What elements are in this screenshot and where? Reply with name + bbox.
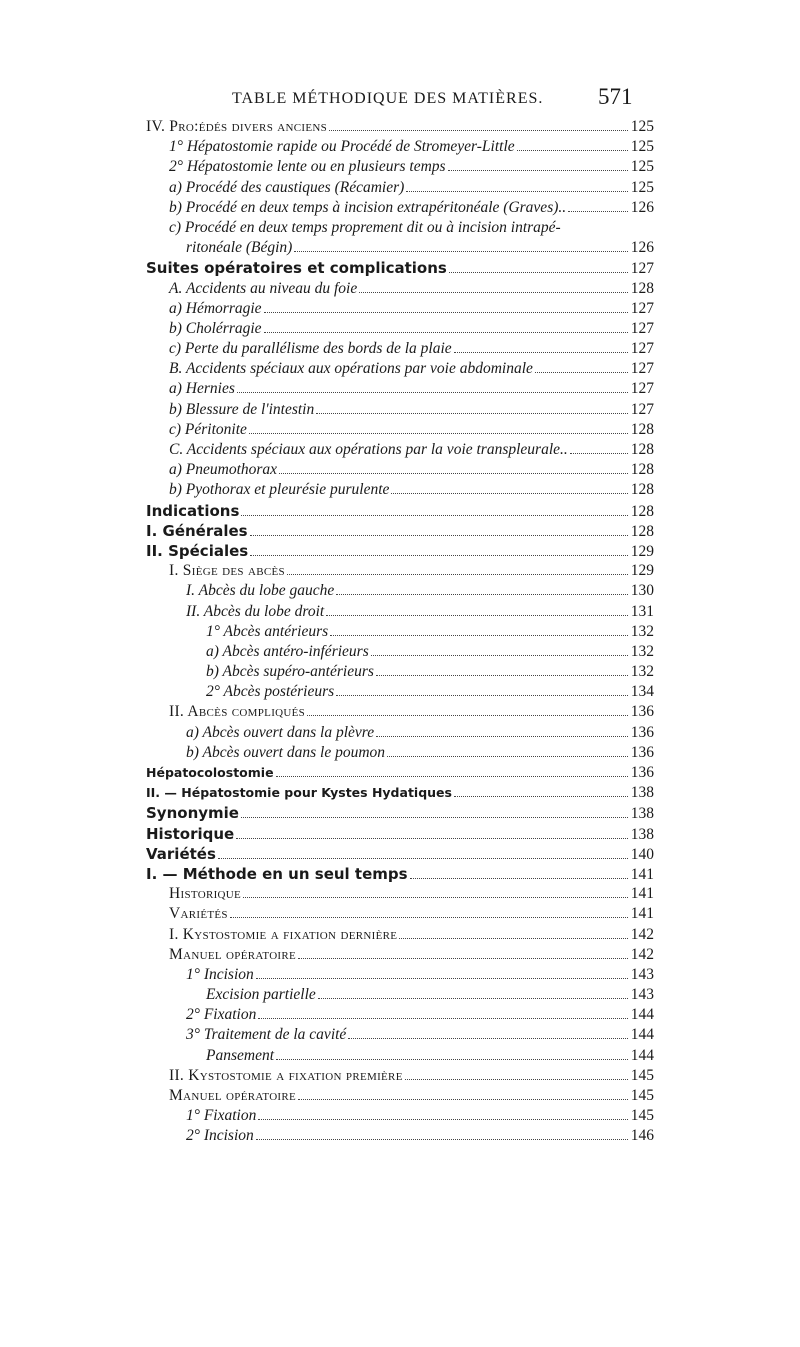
toc-entry-page: 127: [630, 380, 654, 398]
toc-entry: [146, 157, 654, 177]
toc-entry: [146, 1025, 654, 1045]
toc-entry-title: I. Siège des abcès: [169, 562, 285, 580]
toc-entry-title: Synonymie: [146, 804, 239, 823]
dot-leader: [570, 452, 628, 454]
toc-entry-title: 2° Fixation: [186, 1006, 257, 1024]
toc-entry-title: B. Accidents spéciaux aux opérations par voie abdominale: [169, 360, 533, 378]
page-header: [0, 84, 800, 116]
toc-entry: [146, 1106, 654, 1126]
toc-entry-page: 144: [630, 1046, 654, 1064]
toc-entry: [146, 359, 654, 379]
toc-entry-page: 131: [630, 602, 654, 620]
toc-entry: [146, 480, 654, 500]
toc-entry-page: 144: [630, 1006, 654, 1024]
toc-entry-title: C. Accidents spéciaux aux opérations par la voie transpleurale..: [169, 441, 568, 458]
dot-leader: [276, 775, 628, 777]
toc-entry-title: II. Spéciales: [146, 541, 249, 560]
toc-entry: [146, 238, 654, 258]
toc-entry: [146, 581, 654, 601]
dot-leader: [336, 593, 628, 595]
toc-entry-page: 132: [630, 622, 654, 640]
toc-entry-page: 136: [630, 703, 654, 721]
toc-entry-page: 125: [630, 118, 654, 135]
dot-leader: [250, 534, 628, 536]
toc-entry: [146, 501, 654, 521]
toc-entry: [146, 178, 654, 198]
toc-entry-title: Manuel opératoire: [169, 945, 297, 963]
toc-entry-title: II. Kystostomie a fixation première: [169, 1066, 403, 1084]
toc-entry: [146, 440, 654, 460]
toc-entry-page: 130: [630, 582, 654, 600]
toc-entry-page: 129: [630, 542, 654, 560]
dot-leader: [258, 1118, 627, 1120]
toc-entry-page: 127: [630, 340, 654, 358]
dot-leader: [336, 694, 628, 696]
dot-leader: [359, 291, 628, 293]
toc-entry-page: 141: [630, 885, 654, 903]
toc-entry-page: 129: [630, 562, 654, 580]
toc-entry-title: c) Péritonite: [169, 420, 247, 438]
dot-leader: [399, 937, 628, 939]
dot-leader: [454, 351, 628, 353]
toc-entry: [146, 602, 654, 622]
dot-leader: [329, 129, 628, 131]
toc-entry-page: 145: [630, 1087, 654, 1104]
toc-entry: [146, 763, 654, 783]
toc-entry: [146, 1046, 654, 1066]
page-number: 571: [598, 84, 633, 109]
dot-leader: [258, 1017, 627, 1019]
toc-entry-page: 142: [630, 945, 654, 963]
toc-entry: [146, 824, 654, 844]
dot-leader: [241, 816, 628, 818]
toc-entry-page: 127: [630, 299, 654, 317]
toc-entry-page: 126: [630, 198, 654, 216]
dot-leader: [387, 755, 628, 757]
toc-entry-page: 136: [630, 743, 654, 761]
dot-leader: [410, 877, 628, 879]
toc-entry-page: 127: [630, 400, 654, 418]
toc-entry: [146, 985, 654, 1005]
toc-entry-page: 132: [630, 642, 654, 660]
dot-leader: [298, 957, 628, 959]
toc-entry: [146, 723, 654, 743]
toc-entry: [146, 420, 654, 440]
toc-entry-title: c) Procédé en deux temps proprement dit ou à incision intrapé-: [169, 218, 561, 236]
toc-entry-title: a) Hernies: [169, 380, 235, 398]
toc-entry-page: 128: [630, 461, 654, 479]
dot-leader: [406, 190, 627, 192]
dot-leader: [264, 311, 628, 313]
toc-entry: [146, 561, 654, 581]
dot-leader: [218, 857, 628, 859]
toc-entry: [146, 864, 654, 884]
dot-leader: [230, 916, 628, 918]
dot-leader: [448, 169, 628, 171]
toc-entry: [146, 884, 654, 904]
toc-entry-page: 127: [630, 260, 654, 278]
toc-entry-title: a) Hémorragie: [169, 299, 262, 317]
dot-leader: [264, 331, 628, 333]
toc-entry-title: Pansement: [206, 1046, 275, 1064]
dot-leader: [256, 977, 628, 979]
toc-entry: [146, 319, 654, 339]
toc-entry-title: Excision partielle: [206, 986, 316, 1004]
toc-entry-page: 144: [630, 1026, 654, 1044]
dot-leader: [449, 271, 628, 273]
toc-entry-page: 141: [630, 865, 654, 883]
dot-leader: [326, 614, 628, 616]
toc-entry-title: Variétés: [146, 844, 216, 863]
toc-entry-title: I. Abcès du lobe gauche: [186, 582, 335, 600]
toc-entry-title: Hépatocolostomie: [146, 765, 274, 780]
toc-entry-title: c) Perte du parallélisme des bords de la plaie: [169, 340, 452, 358]
toc-entry-title: b) Abcès supéro-antérieurs: [206, 663, 374, 681]
toc-entry: [146, 844, 654, 864]
toc-entry-page: 128: [630, 441, 654, 458]
toc-entry: [146, 1066, 654, 1086]
toc-entry-page: 132: [630, 663, 654, 681]
toc-entry-page: 128: [630, 481, 654, 499]
toc-entry-page: 126: [630, 239, 654, 257]
toc-entry-title: 2° Incision: [186, 1127, 254, 1145]
toc-entry-title: 1° Incision: [186, 965, 254, 983]
toc-entry-page: 140: [630, 845, 654, 863]
toc-entry: [146, 299, 654, 319]
toc-entry-title: 3° Traitement de la cavité: [186, 1026, 347, 1044]
toc-entry-title: Historique: [146, 824, 235, 843]
toc-entry-title: II. Abcès compliqués: [169, 703, 306, 721]
dot-leader: [241, 514, 627, 516]
dot-leader: [276, 1058, 628, 1060]
toc-entry-page: 134: [630, 683, 654, 701]
toc-entry-title: b) Pyothorax et pleurésie purulente: [169, 481, 390, 499]
toc-entry-page: 138: [630, 784, 654, 802]
toc-entry-page: 128: [630, 420, 654, 438]
toc-entry: [146, 400, 654, 420]
toc-entry-page: 143: [630, 986, 654, 1004]
dot-leader: [249, 432, 628, 434]
toc-entry-title: 1° Abcès antérieurs: [206, 622, 329, 640]
toc-entry: [146, 258, 654, 278]
toc-entry: [146, 743, 654, 763]
toc-entry-title: Variétés: [169, 905, 228, 923]
dot-leader: [279, 472, 628, 474]
toc-entry: [146, 662, 654, 682]
dot-leader: [454, 795, 628, 797]
dot-leader: [294, 250, 627, 252]
running-title: TABLE MÉTHODIQUE DES MATIÈRES.: [232, 90, 544, 107]
dot-leader: [243, 896, 628, 898]
toc-entry-page: 138: [630, 805, 654, 823]
toc-entry: [146, 198, 654, 218]
toc-entry-title: 2° Abcès postérieurs: [206, 683, 335, 701]
toc-entry-title: A. Accidents au niveau du foie: [169, 279, 358, 297]
toc-entry: [146, 642, 654, 662]
toc-entry-page: 145: [630, 1107, 654, 1125]
toc-entry-title: IV. Pro:édés divers anciens: [146, 118, 328, 135]
toc-entry: [146, 1086, 654, 1106]
toc-entry-title: I. — Méthode en un seul temps: [146, 864, 408, 883]
toc-entry-page: 136: [630, 764, 654, 781]
toc-entry-page: 146: [630, 1127, 654, 1145]
toc-entry: [146, 682, 654, 702]
toc-entry-page: 143: [630, 965, 654, 983]
dot-leader: [307, 714, 628, 716]
dot-leader: [316, 412, 628, 414]
toc-entry: [146, 904, 654, 924]
toc-entry: [146, 803, 654, 823]
dot-leader: [405, 1078, 628, 1080]
toc-entry: [146, 1126, 654, 1146]
toc-entry-title: 1° Fixation: [186, 1107, 257, 1125]
toc-entry-title: Historique: [169, 885, 242, 903]
toc-entry: [146, 622, 654, 642]
toc-entry-page: 125: [630, 178, 654, 196]
toc-entry-title: a) Abcès ouvert dans la plèvre: [186, 723, 375, 741]
toc-entry-title: a) Abcès antéro-inférieurs: [206, 642, 369, 660]
dot-leader: [348, 1037, 627, 1039]
toc-entry-page: 128: [630, 279, 654, 297]
toc-entry: [146, 137, 654, 157]
toc-entry-page: 145: [630, 1066, 654, 1084]
toc-entry-page: 125: [630, 158, 654, 176]
dot-leader: [376, 674, 628, 676]
dot-leader: [236, 837, 628, 839]
dot-leader: [330, 634, 628, 636]
dot-leader: [376, 735, 628, 737]
toc-entry-title: II. — Hépatostomie pour Kystes Hydatiques: [146, 785, 452, 801]
toc-entry: [146, 339, 654, 359]
toc-entry: [146, 783, 654, 803]
toc-entry-title: b) Cholérragie: [169, 319, 262, 337]
dot-leader: [250, 554, 628, 556]
toc-entry-title: I. Kystostomie a fixation dernière: [169, 925, 398, 943]
dot-leader: [563, 231, 629, 232]
toc-entry-title: I. Générales: [146, 521, 248, 540]
toc-entry: [146, 279, 654, 299]
toc-entry-page: 127: [630, 319, 654, 337]
toc-entry-title: II. Abcès du lobe droit: [186, 602, 325, 620]
toc-entry-page: 138: [630, 825, 654, 843]
toc-entry-title: Indications: [146, 501, 240, 520]
dot-leader: [237, 391, 628, 393]
dot-leader: [568, 210, 628, 212]
dot-leader: [318, 997, 628, 999]
toc-entry-page: 127: [630, 360, 654, 378]
toc-entry: [146, 702, 654, 722]
toc-entry: [146, 218, 654, 238]
toc-entry-title: a) Procédé des caustiques (Récamier): [169, 178, 405, 196]
dot-leader: [517, 149, 628, 151]
dot-leader: [256, 1138, 628, 1140]
toc-entry-title: ritonéale (Bégin): [186, 239, 293, 257]
toc-entry-title: b) Abcès ouvert dans le poumon: [186, 743, 386, 761]
toc-entry: [146, 117, 654, 137]
toc-entry: [146, 379, 654, 399]
toc-entry-page: 128: [630, 522, 654, 540]
toc-entry-title: Suites opératoires et complications: [146, 259, 447, 278]
dot-leader: [298, 1098, 628, 1100]
dot-leader: [391, 492, 627, 494]
toc-entry-page: 125: [630, 138, 654, 156]
toc-entry: [146, 460, 654, 480]
toc-entry-page: 128: [630, 502, 654, 520]
toc-entry: [146, 925, 654, 945]
toc-entry: [146, 965, 654, 985]
toc-entry: [146, 521, 654, 541]
toc-entry: [146, 1005, 654, 1025]
toc-entry-page: 142: [630, 925, 654, 943]
toc-entry-page: 141: [630, 905, 654, 923]
toc-entry-title: 2° Hépatostomie lente ou en plusieurs temps: [169, 158, 446, 176]
dot-leader: [535, 371, 628, 373]
toc-entry-title: 1° Hépatostomie rapide ou Procédé de Stromeyer-Little: [169, 138, 515, 156]
dot-leader: [371, 654, 628, 656]
dot-leader: [287, 573, 628, 575]
toc-entry-title: b) Blessure de l'intestin: [169, 400, 315, 418]
toc-entry: [146, 945, 654, 965]
table-of-contents: [146, 117, 654, 1147]
toc-entry-page: 136: [630, 723, 654, 741]
toc-entry-title: a) Pneumothorax: [169, 461, 278, 479]
toc-entry-title: b) Procédé en deux temps à incision extrapéritonéale (Graves)..: [169, 198, 567, 216]
toc-entry-title: Manuel opératoire: [169, 1087, 297, 1104]
toc-entry: [146, 541, 654, 561]
